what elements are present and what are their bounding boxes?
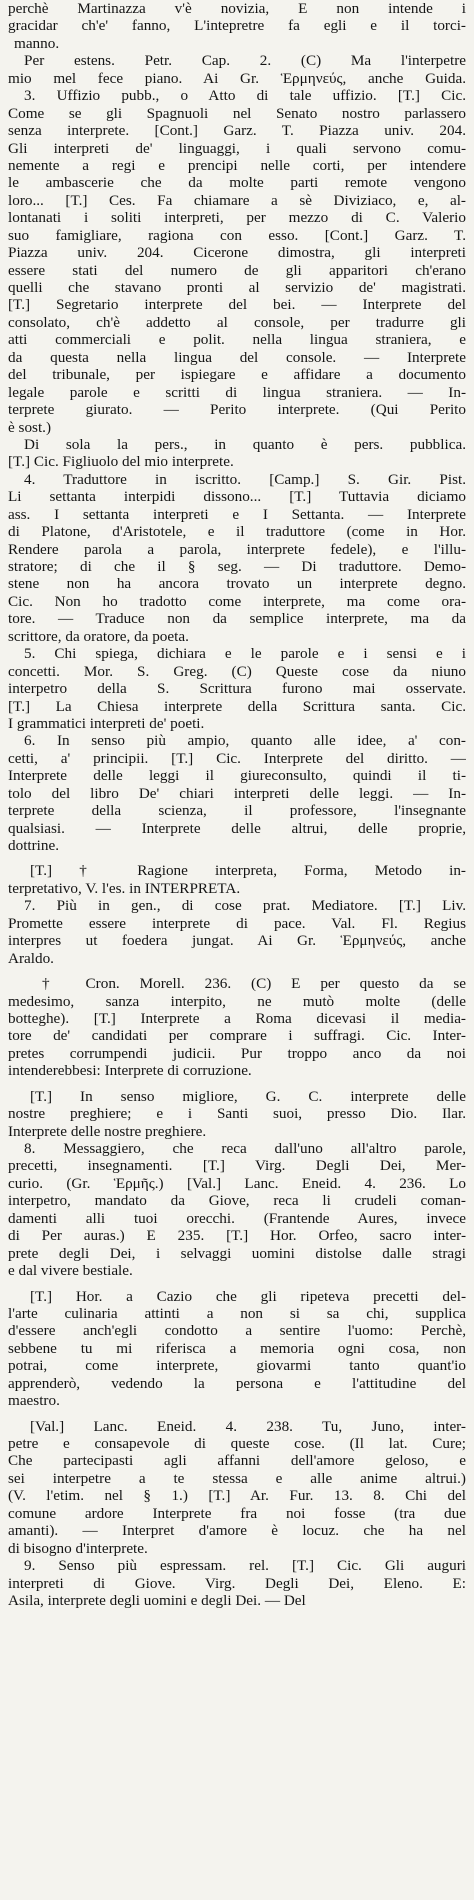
- text-line: Cic. Non ho tradotto come interprete, ma come ora-: [8, 592, 466, 610]
- text-line: 5. Chi spiega, dichiara e le parole e i sensi e i: [24, 645, 466, 663]
- text-line: precetti, insegnamenti. [T.] Virg. Degli Dei, Mer-: [8, 1157, 466, 1175]
- text-line: cetti, a' principii. [T.] Cic. Interprete del diritto. —: [8, 749, 466, 767]
- text-line: damenti alli tuoi orecchi. (Frantende Aures, invece: [8, 1209, 466, 1227]
- text-line: Piazza univ. 204. Cicerone dimostra, gli interpreti: [8, 244, 466, 262]
- text-line: ass. I settanta interpreti e I Settanta. — Interprete: [8, 505, 466, 523]
- text-line: senza interprete. [Cont.] Garz. T. Piazza univ. 204.: [8, 122, 466, 140]
- text-line: le ambascerie che da molte parti remote vengono: [8, 174, 466, 192]
- text-line: (V. l'etim. nel § 1.) [T.] Ar. Fur. 13. 8. Chi del: [8, 1487, 466, 1505]
- text-line: perchè Martinazza v'è novizia, E non intende i: [8, 0, 466, 17]
- text-line: manno.: [14, 34, 60, 52]
- text-line: 4. Traduttore in iscritto. [Camp.] S. Gir. Pist.: [24, 470, 466, 488]
- text-line: [T.] † Ragione interpreta, Forma, Metodo in-: [30, 862, 466, 880]
- entry-block: [8, 1088, 466, 1280]
- text-line: Che partecipasti agli affanni dell'amore geloso, e: [8, 1452, 466, 1470]
- text-line: suo famigliare, ragiona con esso. [Cont.] Garz. T.: [8, 226, 466, 244]
- text-line: nemente a regi e prencipi nelle corti, per intendere: [8, 156, 466, 174]
- text-line: gracidar ch'e' fanno, L'intepretre fa egli e il torci-: [8, 17, 466, 35]
- text-line: Gli interpreti de' linguaggi, i quali servono comu-: [8, 139, 466, 157]
- text-line: comune ardore Interprete fra noi fosse (tra due: [8, 1504, 466, 1522]
- paragraph-gap: [8, 1410, 466, 1418]
- text-line: quelli che stavano pronti al servizio de' magistrati.: [8, 279, 466, 296]
- text-line: Asila, interprete degli uomini e degli Dei. — Del: [8, 1591, 306, 1609]
- entry-block: [8, 975, 466, 1080]
- text-line: tore. — Traduce non da semplice interprete, ma da: [8, 610, 466, 628]
- text-line: [T.] Cic. Figliuolo del mio interprete.: [8, 453, 234, 471]
- paragraph-gap: [8, 854, 466, 862]
- text-line: terpretativo, V. l'es. in INTERPRETA.: [8, 879, 241, 897]
- text-line: amanti). — Interpret d'amore è locuz. che ha nel: [8, 1522, 466, 1540]
- text-line: Come se gli Spagnuoli nel Senato nostro parlassero: [8, 104, 466, 122]
- paragraph-gap: [8, 967, 466, 975]
- text-line: d'essere anch'egli condotto a sentire l'uomo: Perchè,: [8, 1322, 466, 1340]
- text-line: apprenderò, vedendo la persona e l'attitudine del: [8, 1374, 466, 1392]
- entry-block: [8, 862, 466, 967]
- text-line: 8. Messaggiero, che reca dall'uno all'altro parole,: [24, 1140, 466, 1157]
- text-line: 9. Senso più espressam. rel. [T.] Cic. Gli auguri: [24, 1557, 466, 1575]
- text-line: lontanati i soliti interpreti, per mezzo di C. Valerio: [8, 209, 466, 227]
- text-line: da questa nella lingua del console. — Interprete: [8, 348, 466, 366]
- text-line: consolato, ch'è addetto al console, per tradurre gli: [8, 313, 466, 331]
- text-line: [T.] In senso migliore, G. C. interprete delle: [30, 1087, 466, 1105]
- text-line: Di sola la pers., in quanto è pers. pubblica.: [24, 435, 466, 453]
- text-line: di bisogno d'interprete.: [8, 1539, 148, 1557]
- text-line: Interprete delle nostre preghiere.: [8, 1122, 207, 1140]
- text-line: scrittore, da oratore, da poeta.: [8, 627, 189, 645]
- entry-block: [8, 1418, 466, 1610]
- text-line: e dal vivere bestiale.: [8, 1262, 133, 1280]
- paragraph-gap: [8, 1280, 466, 1288]
- text-line: petre e consapevole di queste cose. (Il lat. Cure;: [8, 1435, 466, 1452]
- text-line: qualsiasi. — Interprete delle altrui, delle proprie,: [8, 819, 466, 837]
- text-line: loro... [T.] Ces. Fa chiamare a sè Diviziaco, e, al-: [8, 191, 466, 209]
- entry-block: [8, 0, 466, 854]
- text-line: terprete giurato. — Perito interprete. (Qui Perito: [8, 401, 466, 419]
- text-line: terprete della scienza, il professore, l'insegnante: [8, 802, 466, 820]
- text-line: 6. In senso più ampio, quanto alle idee, a' con-: [24, 732, 466, 750]
- text-line: Araldo.: [8, 949, 54, 967]
- text-line: di Platone, d'Aristotele, e il traduttore (come in Hor.: [8, 523, 466, 541]
- text-line: mio mel fece piano. Ai Gr. Ἑρμηνεύς, anche Guida.: [8, 69, 466, 87]
- text-line: sei interpetre a te stessa e alle anime altrui.): [8, 1469, 466, 1487]
- text-line: [T.] Hor. a Cazio che gli ripeteva precetti del-: [30, 1287, 466, 1305]
- text-line: nostre preghiere; e i Santi suoi, presso Dio. Ilar.: [8, 1105, 466, 1123]
- text-line: di Per auras.) E 235. [T.] Hor. Orfeo, sacro inter-: [8, 1227, 466, 1245]
- text-line: concetti. Mor. S. Greg. (C) Queste cose da niuno: [8, 662, 466, 680]
- text-line: medesimo, sanza interpito, ne mutò molte (delle: [8, 992, 466, 1010]
- text-line: 7. Più in gen., di cose prat. Mediatore. [T.] Liv.: [24, 897, 466, 915]
- text-line: pretes corrumpendi judicii. Pur troppo anco da noi: [8, 1044, 466, 1062]
- text-line: Promette essere interprete di pace. Val. Fl. Regius: [8, 914, 466, 932]
- text-line: prete degli Dei, i selvaggi uomini distolse dalle stragi: [8, 1244, 466, 1262]
- paragraph-gap: [8, 1080, 466, 1088]
- text-line: dottrine.: [8, 837, 60, 854]
- text-line: l'arte culinaria attinti a non si sa chi, supplica: [8, 1304, 466, 1322]
- text-line: tolo del libro De' chiari interpreti delle leggi. — In-: [8, 784, 466, 802]
- text-line: stene non ha ancora trovato un interprete degno.: [8, 575, 466, 593]
- entry-column: [8, 0, 466, 1609]
- entry-block: [8, 1288, 466, 1410]
- text-line: intenderebbesi: Interprete di corruzione.: [8, 1062, 252, 1080]
- text-line: 3. Uffizio pubb., o Atto di tale uffizio. [T.] Cic.: [24, 87, 466, 105]
- text-line: I grammatici interpreti de' poeti.: [8, 714, 205, 732]
- text-line: interpreti di Giove. Virg. Degli Dei, Eleno. E:: [8, 1574, 466, 1592]
- text-line: essere stati del numero de gli apparitori ch'erano: [8, 261, 466, 279]
- text-line: botteghe). [T.] Interprete a Roma dicevasi il media-: [8, 1009, 466, 1027]
- text-line: è sost.): [8, 418, 52, 436]
- text-line: stratore; di che il § seg. — Di traduttore. Demo-: [8, 558, 466, 575]
- text-line: legale parole e scritti di lingua straniera. — In-: [8, 383, 466, 401]
- text-line: Li settanta interpidi dissono... [T.] Tuttavia diciamo: [8, 488, 466, 506]
- text-line: [T.] La Chiesa interprete della Scrittura santa. Cic.: [8, 697, 466, 715]
- text-line: potrai, come interprete, giovarmi tanto quant'io: [8, 1357, 466, 1375]
- text-line: interpres ut foedera jungat. Ai Gr. Ἑρμηνεύς, anche: [8, 932, 466, 950]
- text-line: tore de' candidati per comprare i suffragi. Cic. Inter-: [8, 1027, 466, 1045]
- text-line: Per estens. Petr. Cap. 2. (C) Ma l'interpetre: [24, 52, 466, 70]
- text-line: interpetro, mandato da Giove, reca li crudeli coman-: [8, 1192, 466, 1210]
- text-line: Rendere parola a parola, interprete fedele), e l'illu-: [8, 540, 466, 558]
- text-line: sebbene tu mi riferisca a memoria ogni cosa, non: [8, 1339, 466, 1357]
- text-line: † Cron. Morell. 236. (C) E per questo da se: [42, 975, 466, 993]
- text-line: curio. (Gr. Ἑρμῆς.) [Val.] Lanc. Eneid. 4. 236. Lo: [8, 1174, 466, 1192]
- text-line: interpetro della S. Scrittura furono mai osservate.: [8, 680, 466, 698]
- text-line: Interprete delle leggi il giureconsulto, quindi il ti-: [8, 767, 466, 785]
- text-line: [Val.] Lanc. Eneid. 4. 238. Tu, Juno, inter-: [30, 1417, 466, 1435]
- text-line: del tribunale, per ispiegare e affidare a documento: [8, 366, 466, 384]
- text-line: [T.] Segretario interprete del bei. — Interprete del: [8, 296, 466, 314]
- text-line: maestro.: [8, 1392, 60, 1410]
- text-line: atti commerciali e polit. nella lingua straniera, e: [8, 331, 466, 349]
